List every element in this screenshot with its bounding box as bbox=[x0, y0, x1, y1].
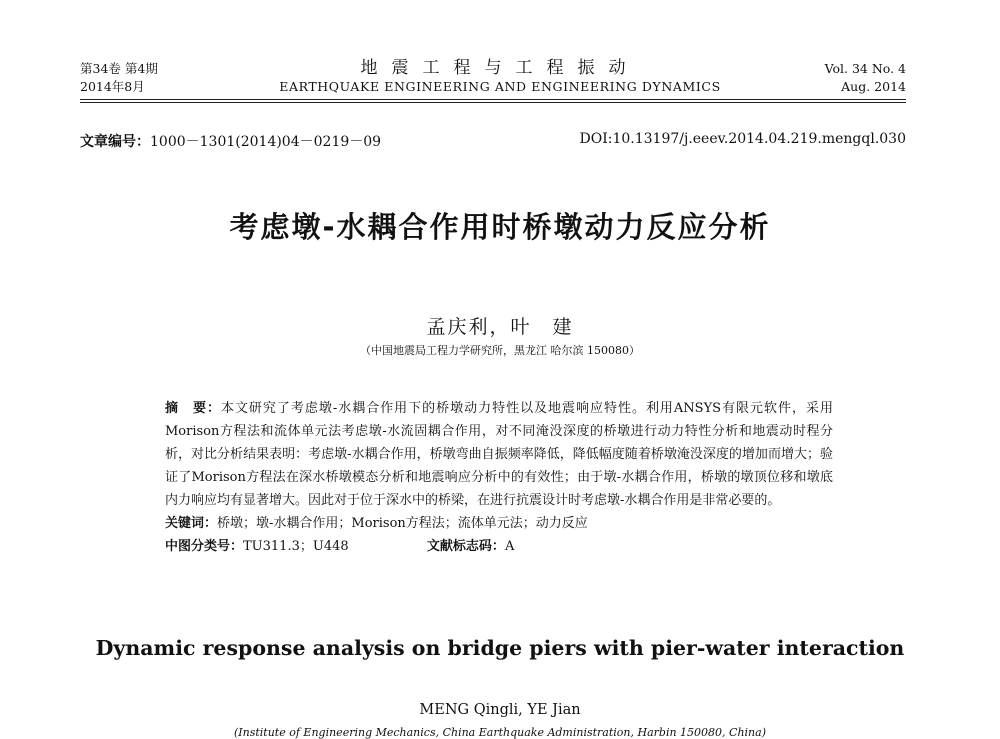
paper-title-en: Dynamic response analysis on bridge piers with pier-water interaction bbox=[95, 636, 905, 660]
paper-title-cn: 考虑墩-水耦合作用时桥墩动力反应分析 bbox=[229, 210, 771, 244]
article-number-value: 1000－1301(2014)04－0219－09 bbox=[150, 134, 382, 150]
volume-cn: 第34卷 第4期 bbox=[80, 61, 158, 76]
document-code-value: A bbox=[504, 539, 515, 554]
header-rule-top bbox=[80, 99, 906, 100]
keywords-text: 桥墩；墩-水耦合作用；Morison方程法；流体单元法；动力反应 bbox=[217, 516, 588, 531]
affiliation-cn: （中国地震局工程力学研究所，黑龙江 哈尔滨 150080） bbox=[360, 344, 640, 357]
classification bbox=[165, 535, 833, 558]
authors-cn: 孟庆利，叶 建 bbox=[426, 316, 574, 338]
document-code-label: 文献标志码： bbox=[426, 539, 505, 554]
keywords bbox=[165, 512, 833, 535]
classification-value: TU311.3；U448 bbox=[243, 539, 349, 554]
authors-en: MENG Qingli, YE Jian bbox=[419, 702, 581, 718]
date-cn: 2014年8月 bbox=[80, 79, 145, 94]
header-rule-bottom bbox=[80, 102, 906, 103]
date-en: Aug. 2014 bbox=[841, 79, 906, 94]
abstract-text: 本文研究了考虑墩-水耦合作用下的桥墩动力特性以及地震响应特性。利用ANSYS有限元软件，采用Morison方程法和流体单元法考虑墩-水流固耦合作用，对不同淹没深度的桥墩进行动力特性分析和地震动时程分析，对比分析结果表明：考虑墩-水耦合作用，桥墩弯曲自振频率降低，降低幅度随着桥墩淹没深度的增加而增大；验证了Morison方程法在深水桥墩模态分析和地震响应分析中的有效性；由于墩-水耦合作用，桥墩的墩顶位移和墩底内力响应均有显著增大。因此对于位于深水中的桥梁，在进行抗震设计时考虑墩-水耦合作用是非常必要的。 bbox=[165, 401, 833, 508]
abstract bbox=[165, 397, 833, 512]
header-issue-en bbox=[825, 60, 906, 96]
article-number bbox=[80, 131, 381, 151]
classification-label: 中图分类号： bbox=[165, 539, 244, 554]
abstract-label: 摘 要： bbox=[165, 401, 221, 416]
journal-name-cn: 地震工程与工程振动 bbox=[360, 58, 640, 78]
doi: DOI:10.13197/j.eeev.2014.04.219.mengql.030 bbox=[579, 131, 906, 147]
journal-name-en: EARTHQUAKE ENGINEERING AND ENGINEERING DYNAMICS bbox=[279, 79, 721, 94]
affiliation-en: (Institute of Engineering Mechanics, China Earthquake Administration, Harbin 150080, China) bbox=[234, 726, 766, 739]
article-number-label: 文章编号： bbox=[80, 134, 150, 150]
volume-en: Vol. 34 No. 4 bbox=[824, 61, 906, 76]
abstract-block bbox=[165, 397, 833, 558]
keywords-label: 关键词： bbox=[165, 516, 218, 531]
